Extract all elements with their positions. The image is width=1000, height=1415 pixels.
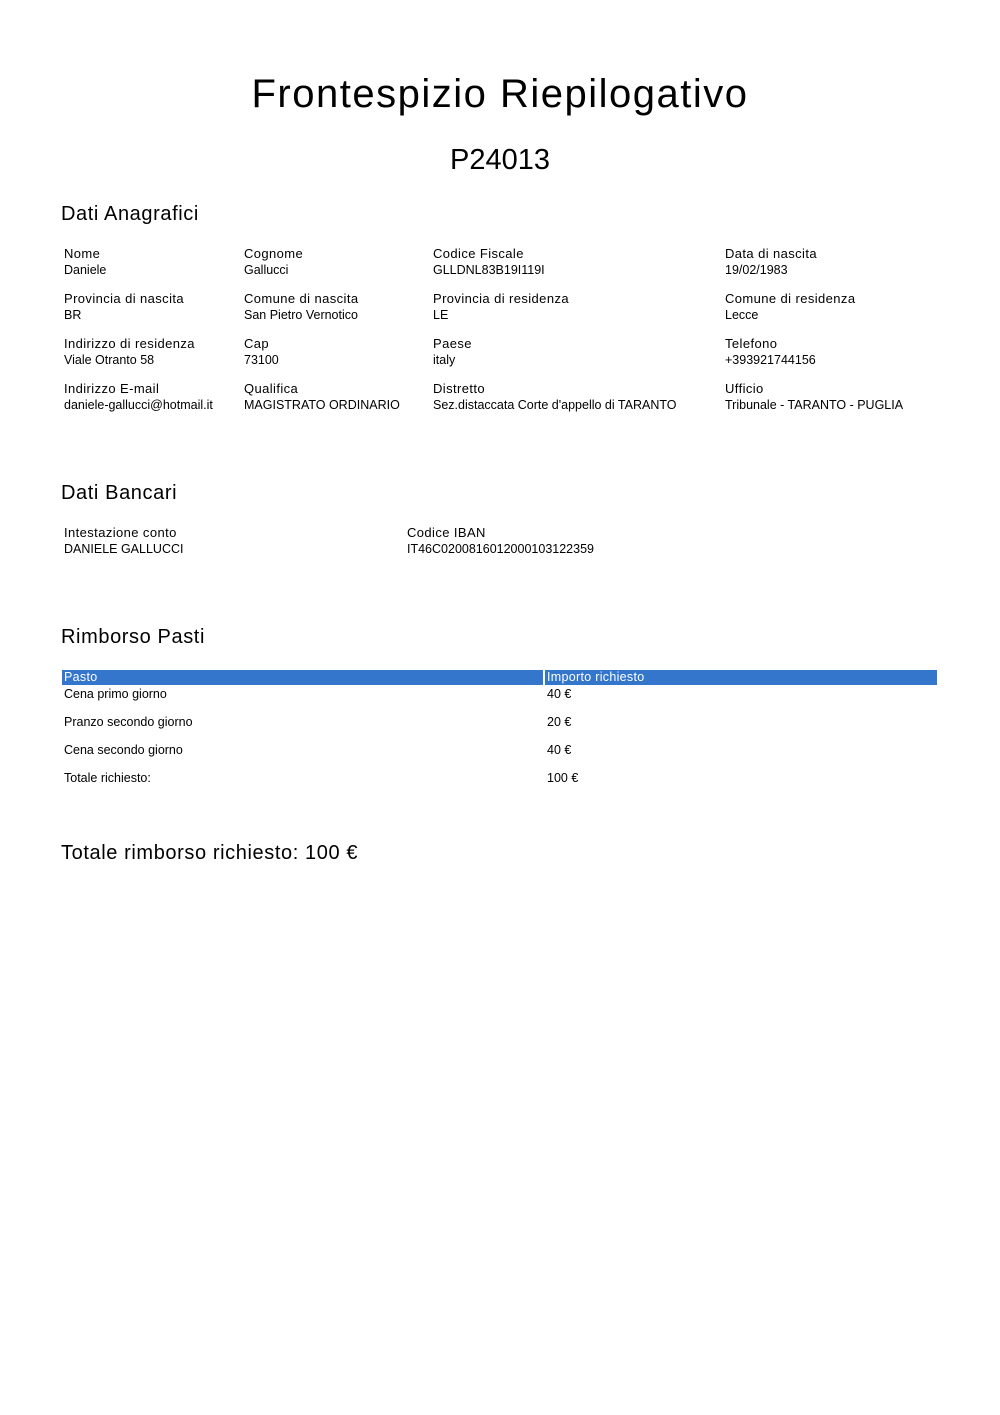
field-value: LE <box>433 308 449 322</box>
field-comune-residenza <box>725 291 855 324</box>
field-label: Ufficio <box>725 381 764 396</box>
field-distretto <box>433 381 676 414</box>
field-label: Codice Fiscale <box>433 246 524 261</box>
table-cell-importo: 20 € <box>547 715 572 729</box>
field-value: daniele-gallucci@hotmail.it <box>64 398 213 412</box>
field-label: Nome <box>64 246 101 261</box>
table-cell-pasto: Cena primo giorno <box>64 687 167 701</box>
field-value: +393921744156 <box>725 353 816 367</box>
field-value: 19/02/1983 <box>725 263 788 277</box>
section-title-pasti: Rimborso Pasti <box>61 626 205 648</box>
field-label: Data di nascita <box>725 246 817 261</box>
field-codice-iban <box>407 525 594 558</box>
table-cell-pasto: Cena secondo giorno <box>64 743 183 757</box>
section-title-bancari: Dati Bancari <box>61 482 178 504</box>
field-value: Tribunale - TARANTO - PUGLIA <box>725 398 904 412</box>
table-header-importo: Importo richiesto <box>545 670 937 685</box>
field-label: Paese <box>433 336 472 351</box>
field-label: Provincia di nascita <box>64 291 184 306</box>
field-label: Cap <box>244 336 270 351</box>
field-value: Viale Otranto 58 <box>64 353 155 367</box>
field-label: Comune di residenza <box>725 291 856 306</box>
field-label: Distretto <box>433 381 486 396</box>
field-label: Qualifica <box>244 381 299 396</box>
field-cognome <box>244 246 303 279</box>
field-ufficio <box>725 381 903 414</box>
field-value: MAGISTRATO ORDINARIO <box>244 398 400 412</box>
section-title-anagrafici: Dati Anagrafici <box>61 203 199 225</box>
field-comune-nascita <box>244 291 358 324</box>
field-value: Sez.distaccata Corte d'appello di TARANTO <box>433 398 677 412</box>
field-label: Telefono <box>725 336 778 351</box>
table-cell-totale-importo: 100 € <box>547 771 579 785</box>
field-value: italy <box>433 353 456 367</box>
field-provincia-residenza <box>433 291 569 324</box>
table-cell-totale-label: Totale richiesto: <box>64 771 151 785</box>
field-codice-fiscale <box>433 246 545 279</box>
field-value: Daniele <box>64 263 107 277</box>
field-telefono <box>725 336 816 369</box>
field-value: IT46C0200816012000103122359 <box>407 542 594 556</box>
field-intestazione-conto <box>64 525 183 558</box>
field-label: Provincia di residenza <box>433 291 569 306</box>
field-label: Codice IBAN <box>407 525 486 540</box>
page-title: Frontespizio Riepilogativo <box>251 72 749 116</box>
table-cell-importo: 40 € <box>547 743 572 757</box>
field-value: Gallucci <box>244 263 289 277</box>
document-code: P24013 <box>450 144 550 176</box>
field-value: DANIELE GALLUCCI <box>64 542 184 556</box>
field-paese <box>433 336 472 369</box>
field-label: Comune di nascita <box>244 291 359 306</box>
field-value: BR <box>64 308 82 322</box>
total-reimbursement: Totale rimborso richiesto: 100 € <box>61 842 359 864</box>
field-data-nascita <box>725 246 817 279</box>
field-value: GLLDNL83B19I119I <box>433 263 545 277</box>
field-nome <box>64 246 106 279</box>
field-value: 73100 <box>244 353 279 367</box>
field-qualifica <box>244 381 400 414</box>
field-cap <box>244 336 279 369</box>
field-label: Indirizzo E-mail <box>64 381 160 396</box>
field-provincia-nascita <box>64 291 184 324</box>
field-label: Indirizzo di residenza <box>64 336 195 351</box>
field-value: Lecce <box>725 308 759 322</box>
field-value: San Pietro Vernotico <box>244 308 358 322</box>
table-header-pasto: Pasto <box>62 670 543 685</box>
field-label: Cognome <box>244 246 304 261</box>
field-label: Intestazione conto <box>64 525 177 540</box>
field-email <box>64 381 213 414</box>
field-indirizzo-residenza <box>64 336 195 369</box>
table-cell-importo: 40 € <box>547 687 572 701</box>
table-cell-pasto: Pranzo secondo giorno <box>64 715 193 729</box>
